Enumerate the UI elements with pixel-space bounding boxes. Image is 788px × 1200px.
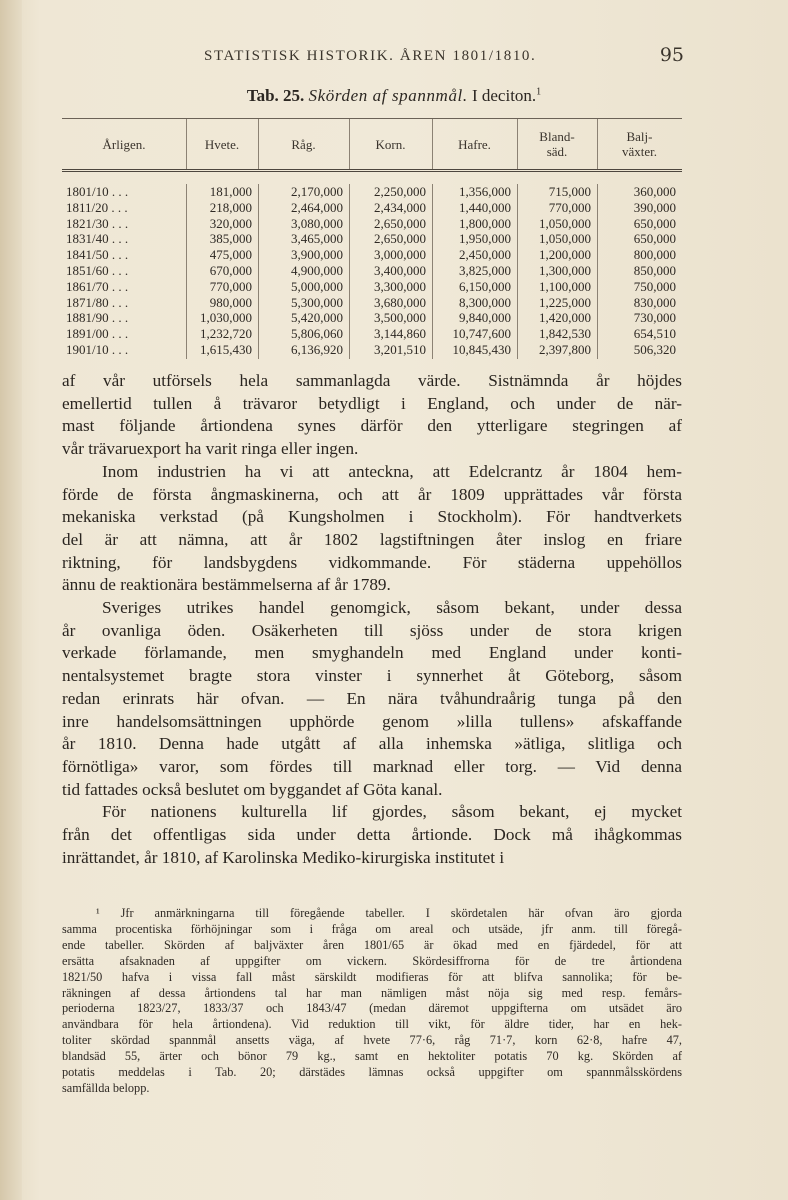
table-caption: [0, 86, 788, 106]
header-column-rule: [258, 119, 259, 169]
col-blandsad-cell: 1,300,000: [539, 263, 591, 278]
table-row: [62, 295, 682, 311]
col-hvete-cell: 1,232,720: [200, 326, 252, 342]
col-hvete-cell: 385,000: [209, 231, 252, 247]
body-line: riktning, för landsbygdens vidkommande. För städerna uppehöllos: [62, 552, 682, 572]
col-hvete-cell: 980,000: [209, 294, 252, 310]
col-rag-header: Råg.: [291, 136, 316, 152]
col-hafre-cell: 3,825,000: [459, 263, 511, 278]
table-row: [62, 279, 682, 295]
col-rag-cell: 3,465,000: [291, 231, 343, 247]
col-rag-cell: 3,900,000: [291, 247, 343, 263]
col-year-cell: 1851/60 . . .: [66, 263, 129, 278]
body-line: För nationens kulturella lif gjordes, såsom bekant, ej mycket: [102, 802, 682, 822]
body-line: redan erinrats här ofvan. — En nära tvåhundraårig tunga på den: [62, 688, 682, 708]
col-baljvaxter-cell: 830,000: [633, 294, 676, 310]
col-hafre-cell: 10,747,600: [452, 326, 511, 342]
body-line: af vår utförsels hela sammanlagda värde. Sistnämnda år höjdes: [62, 371, 682, 390]
col-korn-cell: 3,500,000: [374, 310, 426, 326]
header-column-rule: [186, 119, 187, 169]
col-hvete-cell: 181,000: [209, 184, 252, 199]
body-line: Sveriges utrikes handel genomgick, såsom bekant, under dessa: [102, 598, 682, 618]
table-body: [62, 184, 682, 359]
col-hafre-cell: 1,356,000: [459, 184, 511, 199]
table-row: [62, 247, 682, 263]
col-korn-cell: 2,650,000: [374, 215, 426, 231]
col-rag-cell: 4,900,000: [291, 263, 343, 278]
body-line: inre handelsomsättningen upphörde genom »lilla tullens» afskaffande: [62, 711, 682, 731]
col-korn-header: Korn.: [375, 136, 406, 152]
col-year-header: Årligen.: [102, 136, 146, 152]
col-baljvaxter-cell: 390,000: [633, 199, 676, 215]
col-blandsad-cell: 1,050,000: [539, 215, 591, 231]
col-year-cell: 1841/50 . . .: [66, 247, 129, 263]
col-korn-cell: 3,300,000: [374, 278, 426, 294]
col-year-cell: 1881/90 . . .: [66, 310, 129, 326]
col-baljvaxter-cell: 650,000: [633, 215, 676, 231]
col-blandsad-cell: 1,200,000: [539, 247, 591, 263]
col-korn-cell: 2,434,000: [374, 199, 426, 215]
footnote-line: perioderna 1823/27, 1833/37 och 1843/47 (medan däremot uppgifterna om utsädet äro: [62, 1001, 682, 1016]
col-blandsad-cell: 770,000: [548, 199, 591, 215]
footnote-line: ende tabeller. Skörden af baljväxter åren 1801/65 är ökad med en fjärdedel, för att: [62, 937, 682, 952]
body-line: mast följande årtiondena synes därför den ytterligare stegringen af: [62, 416, 682, 436]
body-line: tid fattades också beslutet om byggandet af Göta kanal.: [62, 779, 443, 799]
col-hvete-cell: 1,615,430: [200, 342, 252, 357]
table-header: [62, 118, 682, 172]
col-blandsad-cell: 1,842,530: [539, 326, 591, 342]
col-blandsad-cell: 715,000: [548, 184, 591, 199]
col-year-cell: 1831/40 . . .: [66, 231, 129, 247]
body-line: från det offentligas sida under detta årtionde. Dock må ihågkommas: [62, 825, 682, 845]
col-year-cell: 1821/30 . . .: [66, 215, 129, 231]
footnote-line: samma procentiska förhöjningar som i fråga om areal och utsäde, jfr anm. till föregå-: [62, 921, 682, 936]
harvest-table: [62, 118, 682, 359]
col-rag-cell: 5,000,000: [291, 278, 343, 294]
body-line: inrättandet, år 1810, af Karolinska Mediko-kirurgiska institutet i: [62, 847, 505, 867]
col-hvete-cell: 218,000: [209, 199, 252, 215]
col-hafre-cell: 8,300,000: [459, 294, 511, 310]
col-hafre-header: Hafre.: [458, 136, 491, 152]
page-number: 95: [659, 44, 684, 66]
footnote-line: ersätta afsaknaden af uppgifter om vickern. Skördesiffrorna för de tre årtiondena: [62, 953, 682, 968]
body-line: Inom industrien ha vi att anteckna, att Edelcrantz år 1804 hem-: [102, 461, 682, 481]
footnote-line: räkningen af dessa årtiondens tal har man nämligen måst nöja sig med resp. femårs-: [62, 985, 682, 1000]
col-blandsad-cell: 1,420,000: [539, 310, 591, 326]
col-blandsad-cell: 2,397,800: [539, 342, 591, 357]
table-unit: I deciton.: [471, 86, 537, 105]
col-korn-cell: 2,250,000: [374, 184, 426, 199]
table-row: [62, 326, 682, 342]
footnote-line: toliter skördad spannmål ansetts väga, af hvete 77·6, råg 71·7, korn 62·8, hafre 47,: [62, 1033, 682, 1048]
body-line: del är att nämna, att år 1802 lagstiftningen åter inslog en friare: [62, 529, 682, 549]
col-blandsad-cell: 1,050,000: [539, 231, 591, 247]
table-row: [62, 216, 682, 232]
col-korn-cell: 3,201,510: [374, 342, 426, 357]
col-hvete-cell: 475,000: [209, 247, 252, 263]
col-blandsad-header: Bland- säd.: [539, 129, 575, 159]
page-header: [64, 44, 684, 70]
footnote-line: samfällda belopp.: [62, 1080, 150, 1095]
col-baljvaxter-header: Balj- växter.: [621, 129, 657, 159]
header-column-rule: [349, 119, 350, 169]
table-row: [62, 310, 682, 326]
col-korn-cell: 3,000,000: [374, 247, 426, 263]
table-row: [62, 231, 682, 247]
col-rag-cell: 5,300,000: [291, 294, 343, 310]
col-hvete-cell: 320,000: [209, 215, 252, 231]
body-line: år ovanliga öden. Osäkerheten till sjöss under de stora krigen: [62, 620, 682, 640]
table-number: Tab. 25.: [246, 86, 305, 105]
body-line: vår trävaruexport ha varit ringa eller ingen.: [62, 439, 359, 459]
col-korn-cell: 3,400,000: [374, 263, 426, 278]
col-hafre-cell: 1,800,000: [459, 215, 511, 231]
col-baljvaxter-cell: 800,000: [633, 247, 676, 263]
col-hvete-header: Hvete.: [204, 136, 240, 152]
col-rag-cell: 5,420,000: [291, 310, 343, 326]
col-blandsad-cell: 1,225,000: [539, 294, 591, 310]
table-row: [62, 342, 682, 358]
footnote-line: potatis meddelas i Tab. 20; därstädes lämnas också uppgifter om spannmålsskördens: [62, 1065, 682, 1080]
col-baljvaxter-cell: 750,000: [633, 278, 676, 294]
page-binding-edge: [0, 0, 22, 1200]
col-hafre-cell: 10,845,430: [452, 342, 511, 357]
col-year-cell: 1891/00 . . .: [66, 326, 129, 342]
body-line: mekaniska verkstad (på Kungsholmen i Stockholm). För handtverkets: [62, 507, 682, 527]
col-hvete-cell: 1,030,000: [200, 310, 252, 326]
col-hafre-cell: 2,450,000: [459, 247, 511, 263]
col-hvete-cell: 670,000: [209, 263, 252, 278]
body-line: förnötliga» varor, som fördes till marknad eller torg. — Vid denna: [62, 756, 682, 776]
table-row: [62, 263, 682, 279]
body-text: [62, 370, 682, 869]
body-line: verkade förlamande, men smyghandeln med England under konti-: [62, 643, 682, 663]
col-hvete-cell: 770,000: [209, 278, 252, 294]
header-column-rule: [517, 119, 518, 169]
col-korn-cell: 3,144,860: [374, 326, 426, 342]
col-hafre-cell: 1,950,000: [459, 231, 511, 247]
body-line: nentalsystemet bragte stora vinster i synnerhet åt Göteborg, såsom: [62, 666, 682, 686]
col-rag-cell: 3,080,000: [291, 215, 343, 231]
footnote-line: blandsäd 55, ärter och bönor 79 kg., samt en hektoliter potatis 70 kg. Skörden af: [62, 1049, 682, 1064]
col-year-cell: 1871/80 . . .: [66, 294, 129, 310]
col-hafre-cell: 6,150,000: [459, 278, 511, 294]
col-korn-cell: 2,650,000: [374, 231, 426, 247]
footnote-line: 1821/50 hafva i vissa fall måst särskildt modifieras för att blifva sannolika; för be-: [62, 969, 682, 984]
col-baljvaxter-cell: 850,000: [633, 263, 676, 278]
col-year-cell: 1861/70 . . .: [66, 278, 129, 294]
col-year-cell: 1811/20 . . .: [66, 199, 128, 215]
footnote: [62, 906, 682, 1097]
col-baljvaxter-cell: 360,000: [633, 184, 676, 199]
footnote-line: användbara för hela årtiondena). Vid reduktion till vikt, för äldre tider, har en hek-: [62, 1017, 682, 1032]
table-title: Skörden af spannmål.: [308, 86, 468, 105]
col-rag-cell: 5,806,060: [291, 326, 343, 342]
col-baljvaxter-cell: 730,000: [633, 310, 676, 326]
col-baljvaxter-cell: 506,320: [633, 342, 676, 357]
body-line: förde de första ångmaskinerna, och att år 1809 upprättades vår första: [62, 484, 682, 504]
body-line: ännu de reaktionära bestämmelserna af år 1789.: [62, 575, 391, 595]
table-row: [62, 200, 682, 216]
footnote-mark: 1: [536, 86, 542, 98]
running-title: STATISTISK HISTORIK. ÅREN 1801/1810.: [204, 48, 537, 64]
col-rag-cell: 2,464,000: [291, 199, 343, 215]
col-year-cell: 1901/10 . . .: [66, 342, 129, 357]
col-baljvaxter-cell: 654,510: [633, 326, 676, 342]
header-column-rule: [597, 119, 598, 169]
col-korn-cell: 3,680,000: [374, 294, 426, 310]
col-hafre-cell: 9,840,000: [459, 310, 511, 326]
footnote-line: ¹ Jfr anmärkningarna till föregående tabeller. I skördetalen här ofvan äro gjorda: [96, 906, 682, 920]
col-rag-cell: 2,170,000: [291, 184, 343, 199]
col-blandsad-cell: 1,100,000: [539, 278, 591, 294]
col-year-cell: 1801/10 . . .: [66, 184, 129, 199]
col-rag-cell: 6,136,920: [291, 342, 343, 357]
table-row: [62, 184, 682, 200]
body-line: emellertid tullen å trävaror betydligt i England, och under de när-: [62, 393, 682, 413]
header-column-rule: [432, 119, 433, 169]
col-hafre-cell: 1,440,000: [459, 199, 511, 215]
col-baljvaxter-cell: 650,000: [633, 231, 676, 247]
body-line: år 1810. Denna hade utgått af alla inhemska »ätliga, slitliga och: [62, 734, 682, 754]
